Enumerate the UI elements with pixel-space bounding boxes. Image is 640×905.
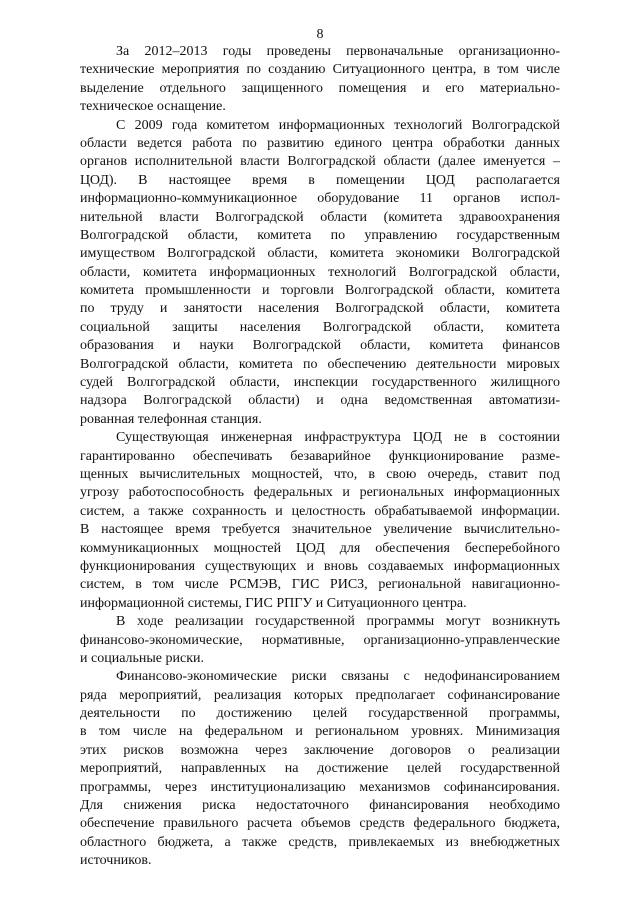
text-line: области ведется работа по развитию единого центра обработки данных bbox=[80, 135, 560, 151]
text-line: и социальные риски. bbox=[80, 650, 205, 666]
text-line: Существующая инженерная инфраструктура ЦОД не в состоянии bbox=[116, 430, 560, 446]
text-line: В ходе реализации государственной программы могут возникнуть bbox=[116, 614, 560, 630]
text-line: коммуникационных мощностей ЦОД для обеспечения бесперебойного bbox=[80, 540, 560, 556]
text-line: нительной власти Волгоградской области (комитета здравоохранения bbox=[80, 209, 560, 225]
text-line: областного бюджета, а также средств, привлекаемых из внебюджетных bbox=[80, 834, 560, 850]
text-line: судей Волгоградской области, инспекции государственного жилищного bbox=[80, 375, 560, 391]
text-line: финансово-экономические, нормативные, организационно-управленческие bbox=[80, 632, 560, 648]
text-line: программы, через институционализацию механизмов софинансирования. bbox=[80, 779, 560, 795]
text-line: систем, а также сохранность и целостность обрабатываемой информации. bbox=[80, 503, 560, 519]
text-line: надзора Волгоградской области) и одна ведомственная автоматизи- bbox=[80, 393, 560, 409]
text-line: информационно-коммуникационное оборудование 11 органов испол- bbox=[80, 191, 560, 207]
text-line: социальной защиты населения Волгоградской области, комитета bbox=[80, 319, 560, 335]
text-line: информационной системы, ГИС РПГУ и Ситуационного центра. bbox=[80, 595, 467, 611]
text-line: деятельности по достижению целей государственной программы, bbox=[80, 706, 560, 722]
paragraph bbox=[80, 429, 560, 613]
text-line: этих рисков возможна через заключение договоров о реализации bbox=[80, 742, 560, 758]
text-line: ЦОД). В настоящее время в помещении ЦОД располагается bbox=[80, 172, 560, 188]
text-line: выделение отдельного защищенного помещения и его материально- bbox=[80, 80, 560, 96]
paragraph bbox=[80, 117, 560, 430]
text-line: образования и науки Волгоградской области, комитета финансов bbox=[80, 338, 560, 354]
paragraph bbox=[80, 613, 560, 668]
text-line: в том числе на федеральном и региональном уровнях. Минимизация bbox=[80, 724, 560, 740]
text-line: обеспечение правильного расчета объемов средств федерального бюджета, bbox=[80, 816, 560, 832]
text-line: мероприятий, направленных на достижение целей государственной bbox=[80, 761, 560, 777]
text-line: области, комитета информационных технологий Волгоградской области, bbox=[80, 264, 560, 280]
text-line: щенных вычислительных мощностей, что, в свою очередь, ставит под bbox=[80, 466, 560, 482]
text-line: Волгоградской области, комитета по управлению государственным bbox=[80, 227, 560, 243]
text-line: Для снижения риска недостаточного финансирования необходимо bbox=[80, 798, 560, 814]
document-body bbox=[80, 43, 560, 871]
text-line: гарантированно обеспечивать безаварийное функционирование разме- bbox=[80, 448, 560, 464]
text-line: имуществом Волгоградской области, комитета экономики Волгоградской bbox=[80, 246, 560, 262]
text-line: рованная телефонная станция. bbox=[80, 411, 262, 427]
text-line: систем, в том числе РСМЭВ, ГИС РИСЗ, региональной навигационно- bbox=[80, 577, 560, 593]
text-line: техническое оснащение. bbox=[80, 99, 226, 115]
text-line: Волгоградской области, комитета по обеспечению деятельности мировых bbox=[80, 356, 560, 372]
text-line: технические мероприятия по созданию Ситуационного центра, в том числе bbox=[80, 62, 560, 78]
text-line: С 2009 года комитетом информационных технологий Волгоградской bbox=[116, 117, 560, 133]
text-line: функционирования существующих и вновь создаваемых информационных bbox=[80, 558, 560, 574]
text-line: Финансово-экономические риски связаны с недофинансированием bbox=[116, 669, 560, 685]
text-line: угрозу работоспособность федеральных и региональных информационных bbox=[80, 485, 560, 501]
text-line: комитета промышленности и торговли Волгоградской области, комитета bbox=[80, 283, 560, 299]
text-line: органов исполнительной власти Волгоградской области (далее именуется – bbox=[80, 154, 560, 170]
text-line: по труду и занятости населения Волгоградской области, комитета bbox=[80, 301, 560, 317]
paragraph bbox=[80, 668, 560, 870]
text-line: За 2012–2013 годы проведены первоначальные организационно- bbox=[116, 44, 560, 59]
text-line: источников. bbox=[80, 853, 152, 869]
text-line: В настоящее время требуется значительное увеличение вычислительно- bbox=[80, 522, 560, 538]
text-line: ряда мероприятий, реализация которых предполагает софинансирование bbox=[80, 687, 560, 703]
page-number: 8 bbox=[316, 27, 324, 42]
paragraph bbox=[80, 43, 560, 117]
